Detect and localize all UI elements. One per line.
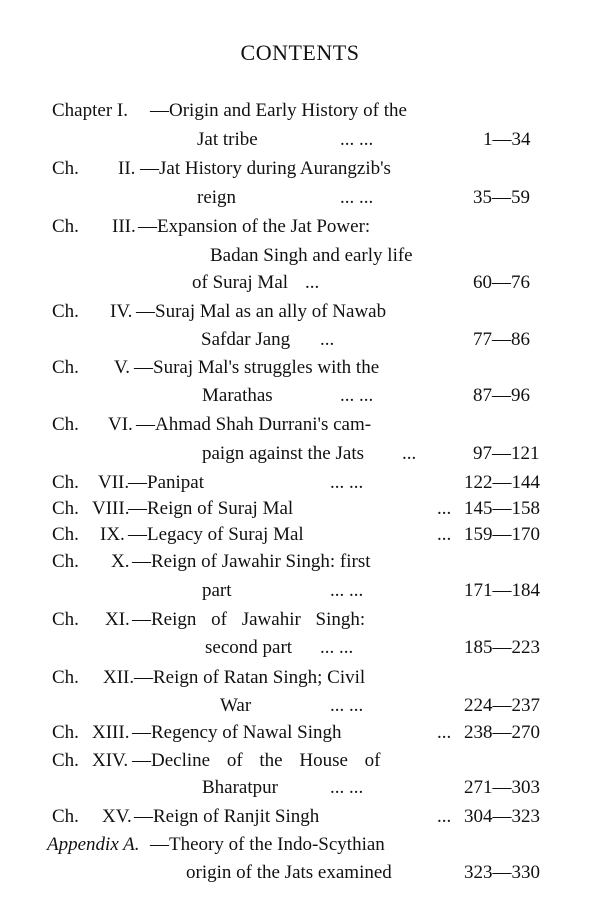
appendix-prefix: Appendix A.	[47, 834, 140, 855]
chapter-number: XIV.	[92, 750, 129, 771]
entry-title-line: —Reign of Suraj Mal	[128, 498, 294, 519]
page-range: 122—144	[464, 472, 540, 493]
chapter-number: VI.	[108, 414, 133, 435]
page-title: CONTENTS	[240, 40, 360, 65]
toc-entry-12-cont	[0, 695, 600, 725]
leader-dots: ... ...	[340, 187, 374, 208]
toc-entry-appendix-cont	[0, 862, 600, 892]
toc-entry-14-cont	[0, 777, 600, 807]
entry-title-line: —Decline of the House of	[132, 750, 381, 771]
chapter-prefix: Ch.	[52, 524, 79, 545]
entry-title-line: —Expansion of the Jat Power:	[138, 216, 371, 237]
chapter-prefix: Chapter I.	[52, 100, 128, 121]
toc-entry-15	[0, 806, 600, 836]
toc-entry-3-cont1	[0, 245, 600, 275]
entry-title-line: Badan Singh and early life	[210, 245, 413, 266]
chapter-number: X.	[111, 551, 130, 572]
toc-entry-6-cont	[0, 443, 600, 473]
toc-entry-2-cont	[0, 187, 600, 217]
toc-entry-14	[0, 750, 600, 780]
entry-title-line: reign	[197, 187, 237, 208]
entry-title-line: —Regency of Nawal Singh	[132, 722, 342, 743]
page-range: 97—121	[473, 443, 540, 464]
toc-entry-12	[0, 667, 600, 697]
entry-title-line: —Legacy of Suraj Mal	[128, 524, 304, 545]
page-range: 87—96	[473, 385, 530, 406]
leader-dots: ... ...	[320, 637, 354, 658]
chapter-prefix: Ch.	[52, 609, 79, 630]
toc-entry-6	[0, 414, 600, 444]
entry-title-line: —Ahmad Shah Durrani's cam-	[136, 414, 372, 435]
page-range: 60—76	[473, 272, 530, 293]
page-range: 171—184	[464, 580, 540, 601]
toc-entry-10-cont	[0, 580, 600, 610]
leader-dots: ...	[437, 524, 452, 545]
chapter-prefix: Ch.	[52, 414, 79, 435]
page-range: 224—237	[464, 695, 540, 716]
leader-dots: ... ...	[340, 385, 374, 406]
page-range: 323—330	[464, 862, 540, 883]
page-range: 238—270	[464, 722, 540, 743]
entry-title-line: Jat tribe	[197, 129, 258, 150]
toc-entry-4	[0, 301, 600, 331]
page-range: 159—170	[464, 524, 540, 545]
chapter-number: XV.	[102, 806, 132, 827]
chapter-prefix: Ch.	[52, 498, 79, 519]
page-range: 304—323	[464, 806, 540, 827]
entry-title-line: —Jat History during Aurangzib's	[140, 158, 391, 179]
toc-entry-2	[0, 158, 600, 188]
entry-title-line: Safdar Jang	[201, 329, 291, 350]
chapter-number: XI.	[105, 609, 130, 630]
toc-entry-3	[0, 216, 600, 246]
toc-entry-10	[0, 551, 600, 581]
entry-title-line: —Suraj Mal as an ally of Nawab	[136, 301, 387, 322]
leader-dots: ... ...	[340, 129, 374, 150]
chapter-prefix: Ch.	[52, 750, 79, 771]
entry-title-line: Bharatpur	[202, 777, 278, 798]
page-range: 1—34	[483, 129, 531, 150]
leader-dots: ...	[305, 272, 320, 293]
entry-title-line: —Theory of the Indo-Scythian	[150, 834, 385, 855]
chapter-number: VIII.	[92, 498, 130, 519]
chapter-number: II.	[118, 158, 136, 179]
chapter-prefix: Ch.	[52, 472, 79, 493]
entry-title-line: —Reign of Ratan Singh; Civil	[134, 667, 366, 688]
entry-title-line: second part	[205, 637, 293, 658]
toc-entry-appendix	[0, 834, 600, 864]
chapter-number: XII.	[103, 667, 135, 688]
toc-entry-11-cont	[0, 637, 600, 667]
chapter-prefix: Ch.	[52, 551, 79, 572]
chapter-prefix: Ch.	[52, 216, 79, 237]
entry-title-line: War	[220, 695, 252, 716]
chapter-prefix: Ch.	[52, 722, 79, 743]
chapter-number: VII.	[98, 472, 130, 493]
leader-dots: ...	[402, 443, 417, 464]
entry-title-line: —Reign of Ranjit Singh	[134, 806, 320, 827]
toc-entry-4-cont	[0, 329, 600, 359]
leader-dots: ...	[437, 722, 452, 743]
entry-title-line: paign against the Jats	[202, 443, 364, 464]
entry-title-line: —Panipat	[128, 472, 204, 493]
toc-entry-9	[0, 524, 600, 554]
leader-dots: ... ...	[330, 695, 364, 716]
leader-dots: ... ...	[330, 777, 364, 798]
leader-dots: ...	[437, 498, 452, 519]
toc-entry-3-cont2	[0, 272, 600, 302]
toc-entry-5-cont	[0, 385, 600, 415]
entry-title-line: part	[202, 580, 232, 601]
leader-dots: ... ...	[330, 580, 364, 601]
page-range: 35—59	[473, 187, 530, 208]
entry-title-line: —Suraj Mal's struggles with the	[134, 357, 380, 378]
entry-title-line: Marathas	[202, 385, 273, 406]
entry-title-line: —Reign of Jawahir Singh: first	[132, 551, 371, 572]
toc-entry-5	[0, 357, 600, 387]
chapter-number: IX.	[100, 524, 125, 545]
page-range: 145—158	[464, 498, 540, 519]
chapter-number: XIII.	[92, 722, 130, 743]
chapter-prefix: Ch.	[52, 158, 79, 179]
chapter-prefix: Ch.	[52, 357, 79, 378]
leader-dots: ...	[437, 806, 452, 827]
entry-title-line: —Reign of Jawahir Singh:	[132, 609, 366, 630]
entry-title-line: —Origin and Early History of the	[150, 100, 407, 121]
toc-entry-13	[0, 722, 600, 752]
page-range: 185—223	[464, 637, 540, 658]
toc-entry-11	[0, 609, 600, 639]
page-range: 271—303	[464, 777, 540, 798]
page-range: 77—86	[473, 329, 530, 350]
entry-title-line: origin of the Jats examined	[186, 862, 392, 883]
leader-dots: ... ...	[330, 472, 364, 493]
chapter-number: IV.	[110, 301, 133, 322]
chapter-prefix: Ch.	[52, 301, 79, 322]
chapter-prefix: Ch.	[52, 667, 79, 688]
entry-title-line: of Suraj Mal	[192, 272, 289, 293]
toc-entry-1-cont	[0, 129, 600, 159]
toc-entry-1	[0, 100, 600, 130]
leader-dots: ...	[320, 329, 335, 350]
chapter-number: V.	[114, 357, 131, 378]
chapter-prefix: Ch.	[52, 806, 79, 827]
chapter-number: III.	[112, 216, 136, 237]
